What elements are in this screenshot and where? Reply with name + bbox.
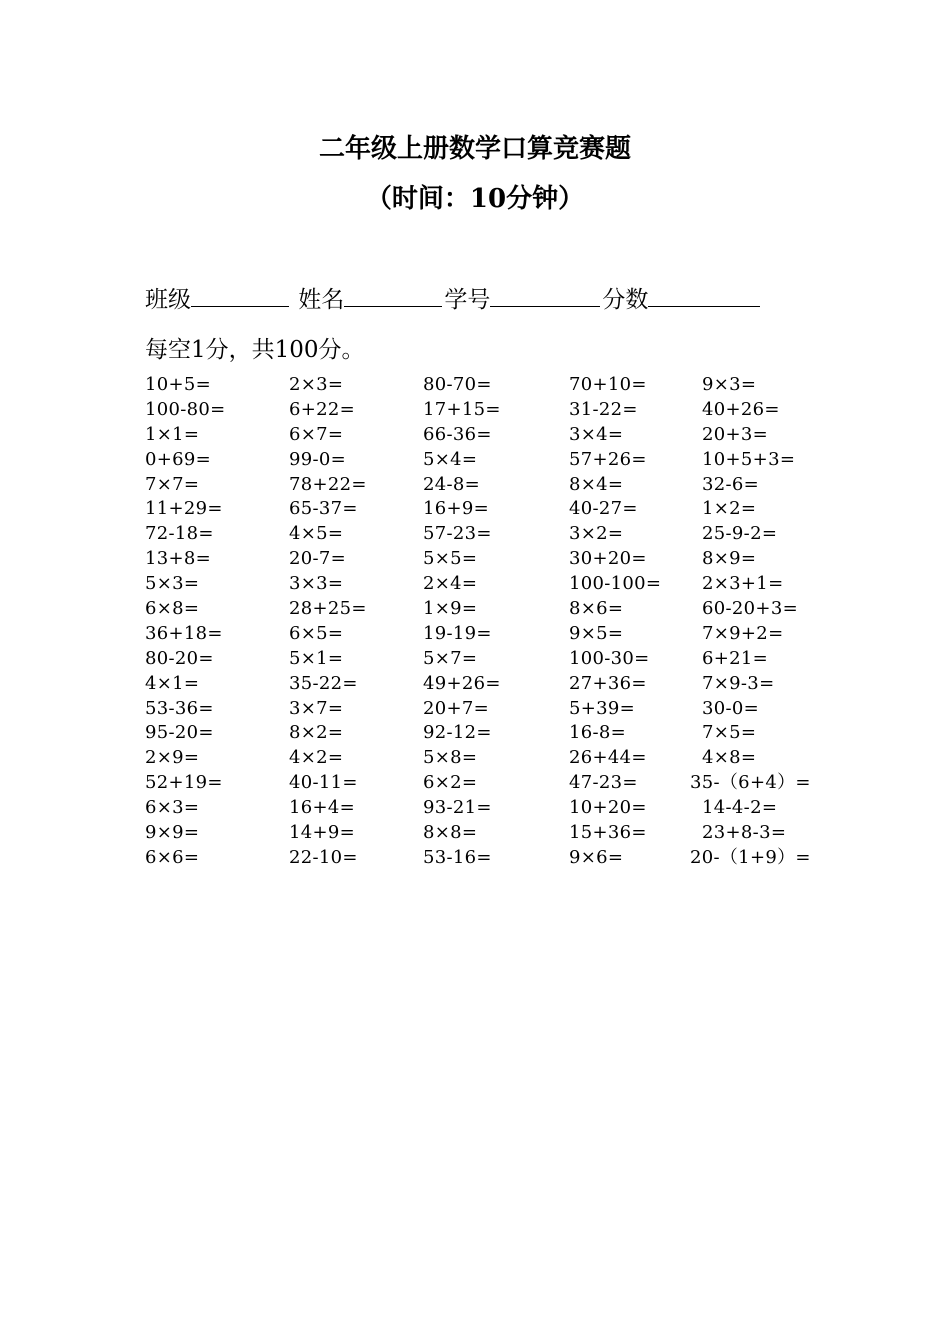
- problem-row: [0, 720, 950, 745]
- problem-item: 47-23=: [569, 772, 638, 794]
- problem-item: 9×5=: [569, 622, 624, 644]
- problem-row: [0, 845, 950, 870]
- problem-item: 8×9=: [690, 548, 757, 570]
- problem-item: 28+25=: [289, 598, 367, 620]
- student-id-blank[interactable]: [490, 284, 600, 307]
- problem-item: 92-12=: [423, 722, 492, 744]
- problem-item: 66-36=: [423, 423, 492, 445]
- problem-item: 1×9=: [423, 598, 478, 620]
- problem-item: 27+36=: [569, 672, 647, 694]
- problem-item: 19-19=: [423, 622, 492, 644]
- class-blank[interactable]: [191, 284, 289, 307]
- problem-item: 5×4=: [423, 448, 478, 470]
- problem-item: 30+20=: [569, 548, 647, 570]
- problem-item: 7×7=: [145, 473, 200, 495]
- problem-item: 80-70=: [423, 374, 492, 395]
- problem-item: 6×6=: [145, 846, 200, 868]
- problem-item: 4×5=: [289, 523, 344, 545]
- problem-item: 6+22=: [289, 398, 356, 420]
- problem-item: 3×3=: [289, 573, 344, 595]
- problem-item: 26+44=: [569, 747, 647, 769]
- name-label: 姓名: [291, 287, 345, 313]
- problem-item: 6+21=: [690, 647, 769, 669]
- problem-item: 3×4=: [569, 423, 624, 445]
- problem-item: 95-20=: [145, 722, 214, 744]
- problem-row: [0, 521, 950, 546]
- problem-item: 40-27=: [569, 498, 638, 520]
- problem-row: [0, 571, 950, 596]
- problem-item: 6×5=: [289, 622, 344, 644]
- page-title: 二年级上册数学口算竞赛题: [318, 134, 631, 164]
- problem-item: 0+69=: [145, 448, 212, 470]
- problem-item: 2×3=: [289, 374, 344, 395]
- problem-row: [0, 696, 950, 721]
- problem-row: [0, 820, 950, 845]
- problem-row: [0, 770, 950, 795]
- problem-item: 53-36=: [145, 697, 214, 719]
- problem-item: 4×2=: [289, 747, 344, 769]
- problem-row: [0, 397, 950, 422]
- problem-row: [0, 422, 950, 447]
- problem-item: 17+15=: [423, 398, 501, 420]
- problem-item: 14-4-2=: [690, 797, 778, 819]
- problem-item: 6×3=: [145, 797, 200, 819]
- problem-item: 16-8=: [569, 722, 627, 744]
- class-label: 班级: [145, 287, 191, 313]
- problem-item: 4×1=: [145, 672, 200, 694]
- problem-item: 40+26=: [690, 398, 780, 420]
- problem-row: [0, 496, 950, 521]
- problem-row: [0, 546, 950, 571]
- problem-item: 8×2=: [289, 722, 344, 744]
- problem-item: 7×5=: [690, 722, 757, 744]
- time-limit-subtitle: （时间：10分钟）: [365, 184, 585, 214]
- problem-item: 6×8=: [145, 598, 200, 620]
- problem-row: [0, 671, 950, 696]
- problem-item: 23+8-3=: [690, 822, 787, 844]
- problem-row: [0, 745, 950, 770]
- problem-item: 3×2=: [569, 523, 624, 545]
- problem-item: 30-0=: [690, 697, 760, 719]
- problem-item: 9×3=: [690, 374, 757, 395]
- problem-item: 5×3=: [145, 573, 200, 595]
- problem-item: 70+10=: [569, 374, 647, 395]
- problem-row: [0, 795, 950, 820]
- problem-item: 5×5=: [423, 548, 478, 570]
- problem-item: 3×7=: [289, 697, 344, 719]
- problem-row: [0, 447, 950, 472]
- problem-item: 2×9=: [145, 747, 200, 769]
- problem-item: 2×4=: [423, 573, 478, 595]
- problem-item: 6×2=: [423, 772, 478, 794]
- problem-item: 57+26=: [569, 448, 647, 470]
- problem-item: 40-11=: [289, 772, 358, 794]
- problem-item: 20+7=: [423, 697, 490, 719]
- problem-item: 5×8=: [423, 747, 478, 769]
- problem-item: 99-0=: [289, 448, 347, 470]
- problem-item: 5×7=: [423, 647, 478, 669]
- problem-item: 7×9+2=: [690, 622, 784, 644]
- problem-item: 8×6=: [569, 598, 624, 620]
- problem-item: 22-10=: [289, 846, 358, 868]
- problem-item: 57-23=: [423, 523, 492, 545]
- problem-row: [0, 596, 950, 621]
- problem-item: 16+9=: [423, 498, 490, 520]
- problem-item: 100-100=: [569, 573, 662, 595]
- problem-item: 65-37=: [289, 498, 358, 520]
- problem-item: 32-6=: [690, 473, 760, 495]
- score-label: 分数: [602, 287, 649, 313]
- problem-item: 35-（6+4）=: [690, 772, 811, 794]
- problem-item: 11+29=: [145, 498, 223, 520]
- score-blank[interactable]: [648, 284, 760, 307]
- problem-item: 1×2=: [690, 498, 757, 520]
- problem-item: 7×9-3=: [690, 672, 775, 694]
- problem-item: 16+4=: [289, 797, 356, 819]
- problem-item: 13+8=: [145, 548, 212, 570]
- problem-row: [0, 472, 950, 497]
- problem-item: 60-20+3=: [690, 598, 798, 620]
- problem-item: 10+5=: [145, 374, 212, 395]
- problem-item: 8×8=: [423, 822, 478, 844]
- problem-item: 10+20=: [569, 797, 647, 819]
- problem-item: 1×1=: [145, 423, 200, 445]
- instruction-text: 每空1分，共100分。: [145, 337, 365, 363]
- problem-item: 36+18=: [145, 622, 223, 644]
- problem-item: 80-20=: [145, 647, 214, 669]
- problem-item: 8×4=: [569, 473, 624, 495]
- student-id-label: 学号: [444, 287, 491, 313]
- name-blank[interactable]: [344, 284, 442, 307]
- problem-item: 53-16=: [423, 846, 492, 868]
- problem-item: 9×9=: [145, 822, 200, 844]
- problem-item: 2×3+1=: [690, 573, 784, 595]
- problem-item: 93-21=: [423, 797, 492, 819]
- problem-item: 10+5+3=: [690, 448, 796, 470]
- problem-item: 6×7=: [289, 423, 344, 445]
- problem-item: 20+3=: [690, 423, 769, 445]
- problem-item: 15+36=: [569, 822, 647, 844]
- problem-item: 24-8=: [423, 473, 481, 495]
- problem-row: [0, 372, 950, 397]
- problem-item: 35-22=: [289, 672, 358, 694]
- problem-item: 5×1=: [289, 647, 344, 669]
- student-info-line: [145, 284, 762, 315]
- problem-item: 14+9=: [289, 822, 356, 844]
- problem-item: 100-30=: [569, 647, 650, 669]
- problem-item: 49+26=: [423, 672, 501, 694]
- problem-item: 31-22=: [569, 398, 638, 420]
- problem-item: 4×8=: [690, 747, 757, 769]
- problem-item: 72-18=: [145, 523, 214, 545]
- problem-item: 20-7=: [289, 548, 347, 570]
- problem-grid: [0, 372, 950, 870]
- problem-item: 78+22=: [289, 473, 367, 495]
- problem-item: 52+19=: [145, 772, 223, 794]
- problem-row: [0, 646, 950, 671]
- problem-item: 100-80=: [145, 398, 226, 420]
- problem-item: 9×6=: [569, 846, 624, 868]
- problem-item: 20-（1+9）=: [690, 846, 811, 868]
- problem-row: [0, 621, 950, 646]
- problem-item: 5+39=: [569, 697, 636, 719]
- problem-item: 25-9-2=: [690, 523, 778, 545]
